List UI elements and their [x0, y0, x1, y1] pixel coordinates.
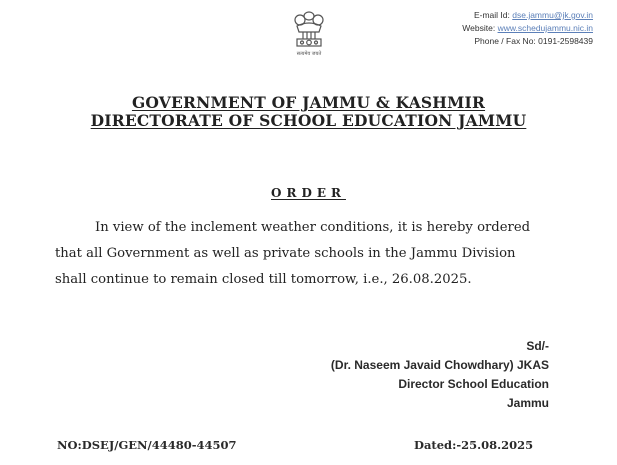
website-label: Website: [462, 23, 496, 33]
order-line: that all Government as well as private schools in the Jammu Division [55, 246, 516, 261]
signatory-name: (Dr. Naseem Javaid Chowdhary) JKAS [330, 358, 549, 372]
signatory-place: Jammu [506, 396, 549, 410]
signatory-designation: Director School Education [398, 377, 549, 391]
email-row [462, 9, 593, 22]
order-line: shall continue to remain closed till tomorrow, i.e., 26.08.2025. [55, 272, 472, 287]
phone-row [462, 35, 593, 48]
dated: Dated:-25.08.2025 [414, 438, 534, 452]
signed-mark: Sd/- [526, 339, 549, 353]
email-label: E-mail Id: [473, 10, 510, 20]
reference-number: NO:DSEJ/GEN/44480-44507 [57, 438, 237, 452]
government-title: GOVERNMENT OF JAMMU & KASHMIR [131, 93, 486, 112]
signature-block [331, 337, 549, 413]
email-link[interactable]: dse.jammu@jk.gov.in [512, 10, 593, 20]
order-heading: ORDER [271, 186, 346, 200]
order-line: In view of the inclement weather conditions, it is hereby ordered [95, 220, 531, 235]
phone-number: 0191-2598439 [538, 36, 593, 46]
phone-label: Phone / Fax No: [474, 36, 536, 46]
website-row [462, 22, 593, 35]
national-emblem-icon [283, 6, 335, 58]
svg-text:सत्यमेव जयते: सत्यमेव जयते [296, 51, 322, 57]
website-link[interactable]: www.schedujammu.nic.in [497, 23, 593, 33]
directorate-title: DIRECTORATE OF SCHOOL EDUCATION JAMMU [90, 111, 527, 130]
contact-block [462, 9, 593, 48]
order-body [55, 215, 555, 293]
